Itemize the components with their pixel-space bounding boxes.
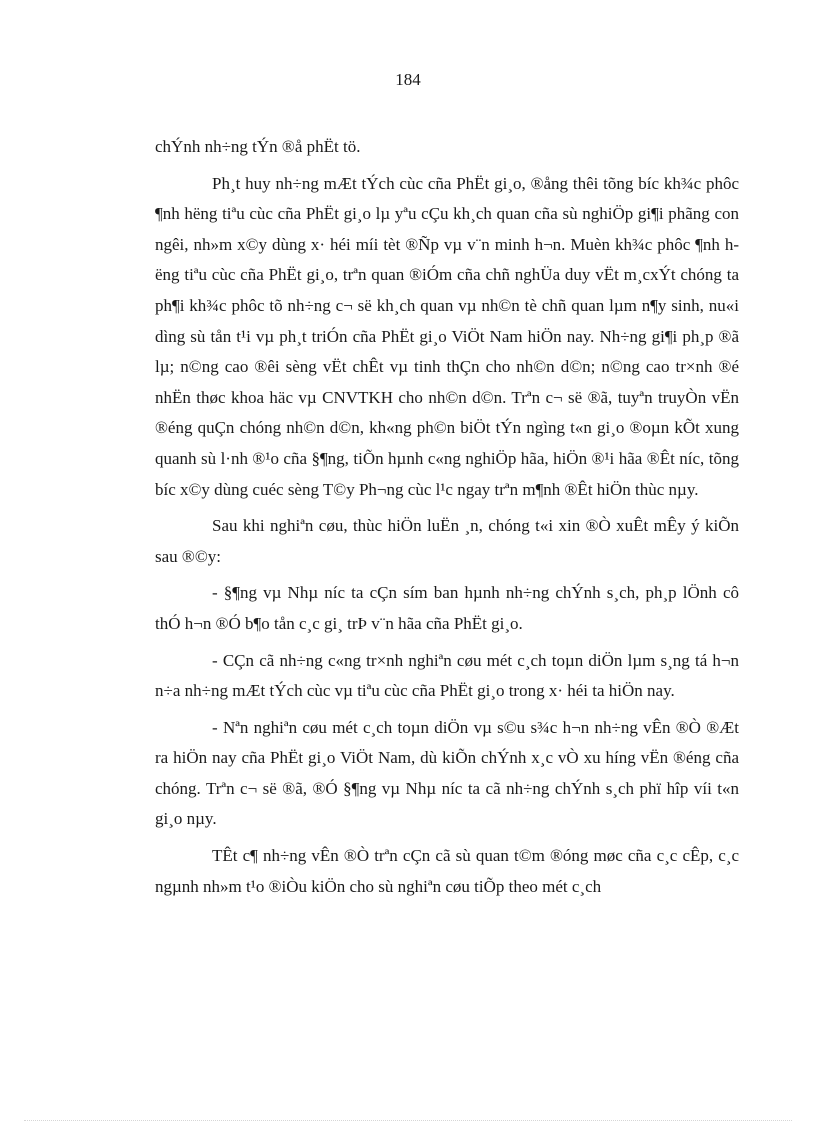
paragraph-closing: TÊt c¶ nh÷ng vÊn ®Ò trªn cÇn cã sù quan t©m ®óng møc cña c¸c cÊp, c¸c ngµnh nh»m t¹o ®iÒu kiÖn cho sù nghiªn cøu tiÕp theo mét c¸ch — [155, 846, 739, 896]
page-bottom-divider — [24, 1120, 792, 1121]
recommendation-item-1: - §¶ng vµ Nhµ níc ta cÇn sím ban hµnh nh÷ng chÝnh s¸ch, ph¸p lÖnh cô thÓ h¬n ®Ó b¶o tån c¸c gi¸ trÞ v¨n hãa cña PhËt gi¸o. — [155, 583, 739, 633]
body-text — [155, 132, 739, 908]
recommendation-item-3: - Nªn nghiªn cøu mét c¸ch toµn diÖn vµ s©u s¾c h¬n nh÷ng vÊn ®Ò ®Æt ra hiÖn nay cña PhËt gi¸o ViÖt Nam, dù kiÕn chÝnh x¸c vÒ xu híng vËn ®éng cña chóng. Trªn c¬ së ®ã, ®Ó §¶ng vµ Nhµ níc ta cã nh÷ng chÝnh s¸ch phï hîp víi t«n gi¸o nµy. — [155, 717, 739, 829]
paragraph-main: Ph¸t huy nh÷ng mÆt tÝch cùc cña PhËt gi¸o, ®ång thêi tõng bíc kh¾c phôc ¶nh hëng tiªu cùc cña PhËt gi¸o lµ yªu cÇu kh¸ch quan cña sù nghiÖp gi¶i phãng con ngêi, nh»m x©y dùng x· héi míi tèt ®Ñp vµ v¨n minh h¬n. Muèn kh¾c phôc ¶nh hëng tiªu cùc cña PhËt gi¸o, trªn quan ®iÓm cña chñ nghÜa duy vËt m¸cxÝt chóng ta ph¶i kh¾c phôc tõ nh÷ng c¬ së kh¸ch quan vµ nh©n tè chñ quan lµm n¶y sinh, nu«i dìng sù tån t¹i vµ ph¸t triÓn cña PhËt gi¸o ViÖt Nam hiÖn nay. Nh÷ng gi¶i ph¸p ®ã lµ; n©ng cao ®êi sèng vËt chÊt vµ tinh thÇn cho nh©n d©n; n©ng cao tr×nh ®é nhËn thøc khoa häc vµ CNVTKH cho nh©n d©n. Trªn c¬ së ®ã, tuyªn truyÒn vËn ®éng quÇn chóng nh©n d©n, kh«ng ph©n biÖt tÝn ngìng t«n gi¸o ®oµn kÕt xung quanh sù l·nh ®¹o cña §¶ng, tiÕn hµnh c«ng nghiÖp hãa, hiÖn ®¹i hãa ®Êt níc, tõng bíc x©y dùng cuéc sèng T©y Ph¬ng cùc l¹c ngay trªn m¶nh ®Êt hiÖn thùc nµy. — [155, 173, 739, 499]
recommendation-item-2: - CÇn cã nh÷ng c«ng tr×nh nghiªn cøu mét c¸ch toµn diÖn lµm s¸ng tá h¬n n÷a nh÷ng mÆt tÝch cùc vµ tiªu cùc cña PhËt gi¸o trong x· héi ta hiÖn nay. — [155, 650, 739, 701]
paragraph-recommendations-intro: Sau khi nghiªn cøu, thùc hiÖn luËn ¸n, chóng t«i xin ®Ò xuÊt mÊy ý kiÕn sau ®©y: — [155, 516, 739, 566]
paragraph-continuation: chÝnh nh÷ng tÝn ®å phËt tö. — [155, 137, 361, 156]
page-number: 184 — [395, 70, 421, 89]
